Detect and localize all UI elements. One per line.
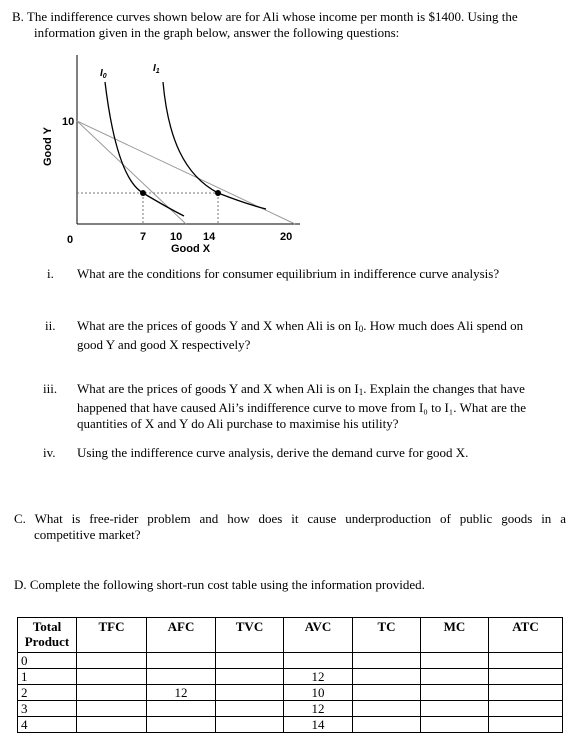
cell-tfc: [77, 685, 147, 701]
question-ii-line-1-pre: What are the prices of goods Y and X when Ali is on I: [77, 318, 359, 333]
section-c-line-2: competitive market?: [34, 527, 141, 542]
question-iv-text: Using the indifference curve analysis, derive the demand curve for good X.: [77, 445, 469, 460]
cell-avc: 14: [284, 717, 353, 733]
question-i-text: What are the conditions for consumer equilibrium in indifference curve analysis?: [77, 266, 500, 281]
header-tc: TC: [353, 618, 421, 653]
question-iii-number: iii.: [43, 381, 58, 396]
cell-avc: 12: [284, 701, 353, 717]
cell-tvc: [216, 717, 284, 733]
x-tick-14: 14: [203, 231, 216, 243]
question-iii-line-1: [77, 381, 567, 400]
cell-tfc: [77, 669, 147, 685]
cell-tvc: [216, 669, 284, 685]
y-tick-10: 10: [62, 116, 75, 128]
cost-table: [17, 617, 563, 733]
x-tick-20: 20: [280, 231, 293, 243]
header-mc: MC: [421, 618, 489, 653]
origin-label: 0: [67, 234, 74, 246]
x-tick-10: 10: [170, 231, 183, 243]
cost-table-header-row: [18, 618, 563, 653]
cell-tfc: [77, 717, 147, 733]
cell-mc: [421, 653, 489, 669]
question-ii-line-2: good Y and good X respectively?: [77, 337, 251, 352]
curve-label-i0: $I_0$: [100, 68, 107, 80]
section-d-title: D. Complete the following short-run cost table using the information provided.: [14, 577, 425, 592]
cell-mc: [421, 685, 489, 701]
cell-atc: [489, 669, 563, 685]
x-tick-7: 7: [140, 231, 147, 243]
cell-atc: [489, 685, 563, 701]
cell-afc: [147, 701, 216, 717]
cell-avc: 12: [284, 669, 353, 685]
table-row: [18, 653, 563, 669]
question-ii-line-1-post: . How much does Ali spend on: [363, 318, 524, 333]
cell-tc: [353, 701, 421, 717]
cell-mc: [421, 701, 489, 717]
cell-tc: [353, 653, 421, 669]
question-iv-number: iv.: [43, 445, 56, 460]
question-iii-line-2: happened that have caused Ali’s indifference curve to move from I₀ to I₁. What are the: [77, 400, 526, 415]
cell-atc: [489, 701, 563, 717]
cell-afc: [147, 653, 216, 669]
cell-tfc: [77, 701, 147, 717]
table-row: [18, 717, 563, 733]
question-ii-line-1: [77, 318, 567, 337]
cell-atc: [489, 653, 563, 669]
section-c: [14, 511, 566, 543]
cell-tvc: [216, 701, 284, 717]
y-axis-label: Good Y: [42, 127, 54, 166]
cell-avc: 10: [284, 685, 353, 701]
cell-mc: [421, 717, 489, 733]
question-iii-subscript: 1: [358, 387, 364, 397]
section-b-line-1: B. The indifference curves shown below are for Ali whose income per month is $1400. Using the: [12, 9, 518, 24]
question-ii-subscript: 0: [358, 324, 364, 334]
cell-tc: [353, 685, 421, 701]
header-atc: ATC: [489, 618, 563, 653]
cell-tfc: [77, 653, 147, 669]
question-iii-line-3: quantities of X and Y do Ali purchase to maximise his utility?: [77, 416, 399, 431]
table-row: [18, 685, 563, 701]
cell-tc: [353, 717, 421, 733]
question-iii-line-1-post: . Explain the changes that have: [363, 381, 525, 396]
cell-mc: [421, 669, 489, 685]
cell-avc: [284, 653, 353, 669]
equilibrium-point-i1: [215, 190, 221, 196]
cell-output: 4: [18, 717, 77, 733]
table-row: [18, 701, 563, 717]
curve-label-i1: $I_1$: [153, 63, 160, 75]
header-tvc: TVC: [216, 618, 284, 653]
table-row: [18, 669, 563, 685]
section-c-line-1: C. What is free-rider problem and how does it cause underproduction of public goods in a: [14, 511, 566, 526]
cell-tvc: [216, 653, 284, 669]
cell-atc: [489, 717, 563, 733]
equilibrium-point-i0: [140, 190, 146, 196]
question-ii-text: [77, 318, 567, 353]
cell-tvc: [216, 685, 284, 701]
cell-output: 1: [18, 669, 77, 685]
indifference-curve-i1: [163, 82, 266, 209]
header-total-product: Total Product: [18, 618, 77, 653]
indifference-curve-i0: [105, 82, 184, 216]
section-b-line-2: information given in the graph below, answer the following questions:: [34, 25, 400, 40]
question-ii-number: ii.: [45, 318, 56, 333]
question-i-number: i.: [47, 266, 54, 281]
header-tfc: TFC: [77, 618, 147, 653]
header-avc: AVC: [284, 618, 353, 653]
cell-output: 2: [18, 685, 77, 701]
question-iii-text: [77, 381, 567, 432]
cell-output: 3: [18, 701, 77, 717]
cell-afc: [147, 717, 216, 733]
x-axis-label: Good X: [171, 243, 211, 255]
question-iii-line-1-pre: What are the prices of goods Y and X when Ali is on I: [77, 381, 359, 396]
cell-output: 0: [18, 653, 77, 669]
header-afc: AFC: [147, 618, 216, 653]
cell-afc: 12: [147, 685, 216, 701]
cell-afc: [147, 669, 216, 685]
cell-tc: [353, 669, 421, 685]
